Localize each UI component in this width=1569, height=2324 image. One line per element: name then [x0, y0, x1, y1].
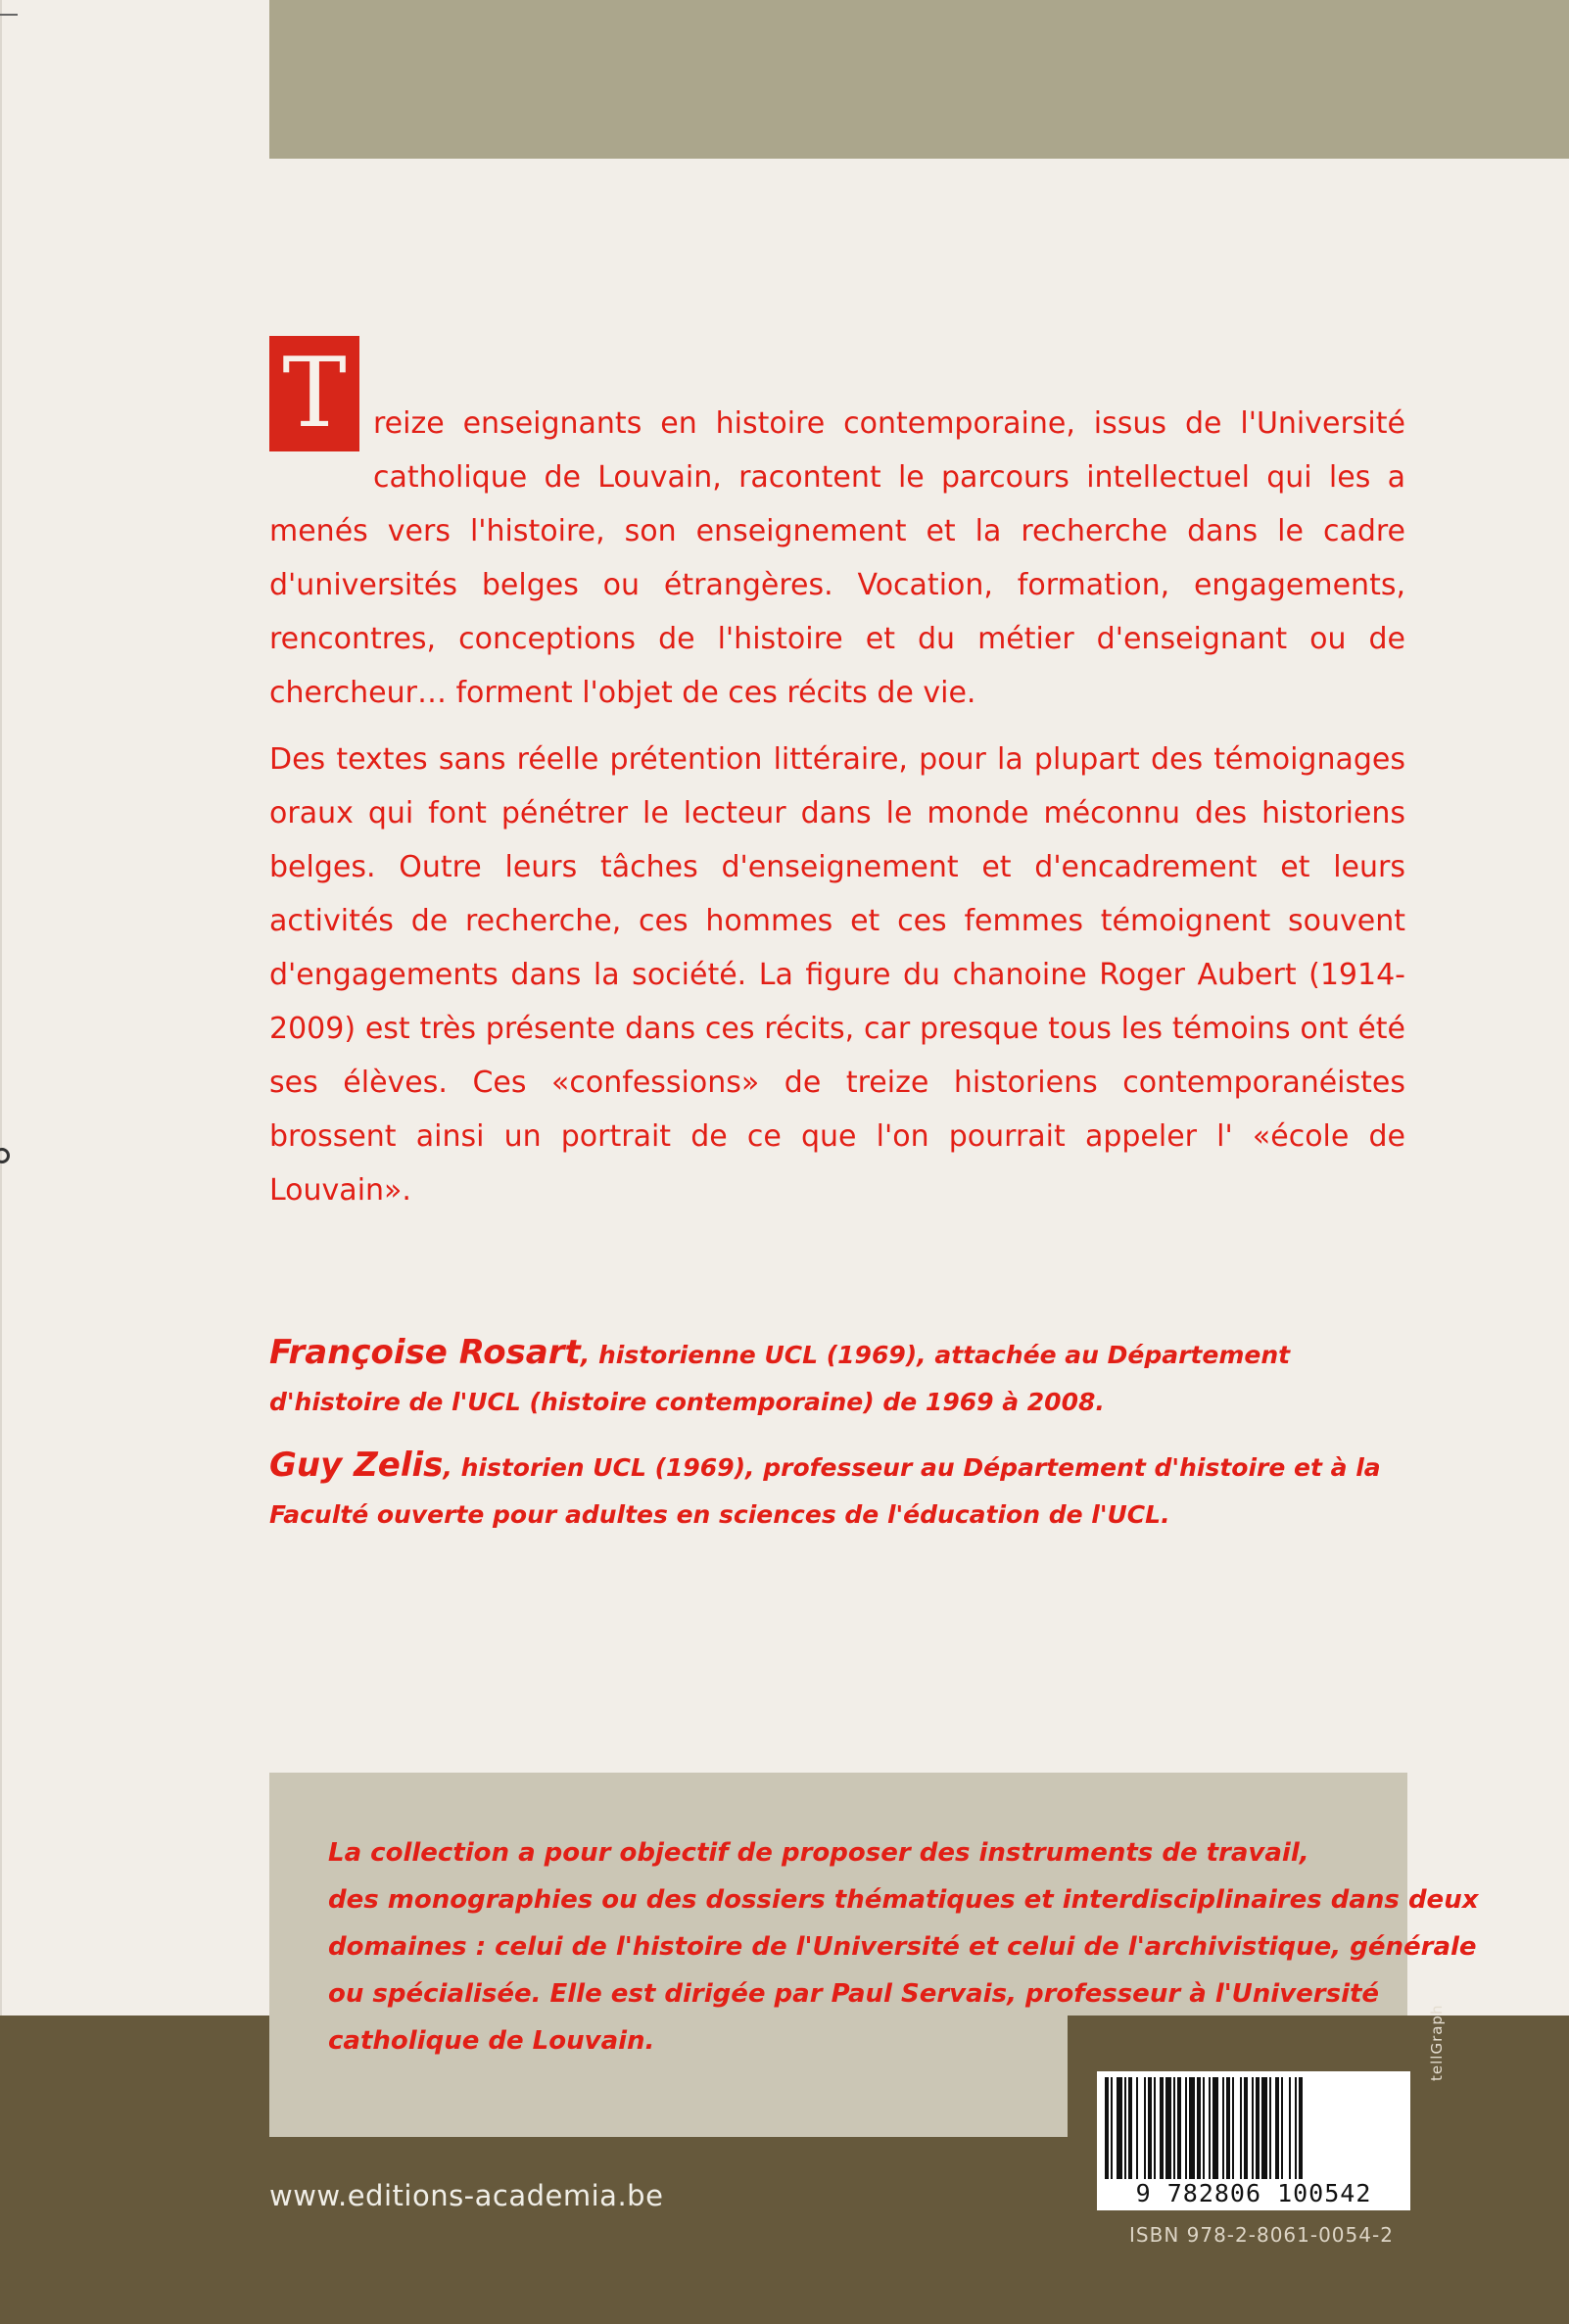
barcode-bar	[1177, 2077, 1181, 2187]
barcode-bar	[1144, 2077, 1146, 2187]
author-description: , historien UCL (1969), professeur au Département d'histoire et à la Faculté ouverte pour adultes en sciences de l'éducation de l'UCL.	[269, 1453, 1381, 1529]
blurb-paragraph-1	[269, 338, 1405, 720]
barcode-bar	[1240, 2077, 1242, 2187]
barcode-bar	[1160, 2077, 1164, 2187]
drop-cap-initial: T	[269, 336, 359, 451]
collection-text-line: ou spécialisée. Elle est dirigée par Paul Servais, professeur à l'Université	[328, 1979, 1380, 2009]
barcode-bar	[1232, 2077, 1234, 2187]
barcode-bar	[1209, 2077, 1211, 2187]
author-name: Françoise Rosart	[269, 1333, 581, 1372]
barcode-bar	[1295, 2077, 1297, 2187]
barcode-bar	[1189, 2077, 1195, 2187]
barcode-bar	[1203, 2077, 1205, 2187]
collection-text-line: des monographies ou des dossiers thématiques et interdisciplinaires dans deux	[328, 1885, 1479, 1915]
barcode-icon	[1105, 2077, 1403, 2187]
barcode-bar	[1244, 2077, 1248, 2187]
blurb-paragraph-2: Des textes sans réelle prétention littéraire, pour la plupart des témoignages oraux qui font pénétrer le lecteur dans le monde méconnu des historiens belges. Outre leurs tâches d'enseignement et d'encadrement et leurs activités de recherche, ces hommes et ces femmes témoignent souvent d'engagements dans la société. La figure du chanoine Roger Aubert (1914-2009) est très présente dans ces récits, car presque tous les témoins ont été ses élèves. Ces «confessions» de treize historiens contemporanéistes brossent ainsi un portrait de ce que l'on pourrait appeler l' «école de Louvain».	[269, 742, 1405, 1208]
authors-section	[269, 1329, 1405, 1539]
author-name: Guy Zelis	[269, 1446, 444, 1485]
barcode-bar	[1197, 2077, 1201, 2187]
barcode-bar	[1261, 2077, 1267, 2187]
author-entry	[269, 1329, 1405, 1426]
barcode-number: 9 782806 100542	[1105, 2179, 1403, 2208]
barcode-bar	[1154, 2077, 1156, 2187]
barcode-bar	[1275, 2077, 1279, 2187]
barcode-bar	[1105, 2077, 1109, 2187]
top-color-band	[269, 0, 1569, 159]
collection-text-line: La collection a pour objectif de proposer des instruments de travail,	[328, 1838, 1309, 1868]
blurb-paragraph-1-text: reize enseignants en histoire contemporaine, issus de l'Université catholique de Louvain, racontent le parcours intellectuel qui les a menés vers l'histoire, son enseignement et la recherche dans le cadre d'universités belges ou étrangères. Vocation, formation, engagements, rencontres, conceptions de l'histoire et du métier d'enseignant ou de chercheur… forment l'objet de ces récits de vie.	[269, 406, 1405, 710]
design-credit: tellGraph	[1428, 2004, 1446, 2081]
barcode-bar	[1299, 2077, 1303, 2187]
author-description: , historienne UCL (1969), attachée au Département d'histoire de l'UCL (histoire contemporaine) de 1969 à 2008.	[269, 1341, 1291, 1416]
barcode-bar	[1185, 2077, 1187, 2187]
barcode-bar	[1173, 2077, 1175, 2187]
publisher-website: www.editions-academia.be	[269, 2179, 664, 2212]
barcode-bar	[1136, 2077, 1138, 2187]
isbn-text: ISBN 978-2-8061-0054-2	[1129, 2223, 1394, 2247]
barcode-bar	[1212, 2077, 1218, 2187]
registration-mark-icon	[0, 1148, 10, 1163]
barcode-bar	[1165, 2077, 1171, 2187]
barcode-bar	[1281, 2077, 1283, 2187]
barcode	[1097, 2071, 1410, 2210]
barcode-bar	[1148, 2077, 1152, 2187]
edge-dash	[0, 14, 18, 16]
barcode-bar	[1117, 2077, 1122, 2187]
collection-text-line: catholique de Louvain.	[328, 2026, 655, 2056]
author-entry	[269, 1442, 1405, 1539]
barcode-bar	[1222, 2077, 1224, 2187]
collection-text-line: domaines : celui de l'histoire de l'Université et celui de l'archivistique, générale	[328, 1932, 1477, 1962]
barcode-bar	[1289, 2077, 1291, 2187]
blurb-text	[269, 338, 1405, 1217]
barcode-bar	[1269, 2077, 1271, 2187]
barcode-bar	[1111, 2077, 1113, 2187]
barcode-bar	[1226, 2077, 1230, 2187]
barcode-bar	[1252, 2077, 1254, 2187]
barcode-bar	[1256, 2077, 1260, 2187]
barcode-bar	[1128, 2077, 1132, 2187]
barcode-bar	[1124, 2077, 1126, 2187]
